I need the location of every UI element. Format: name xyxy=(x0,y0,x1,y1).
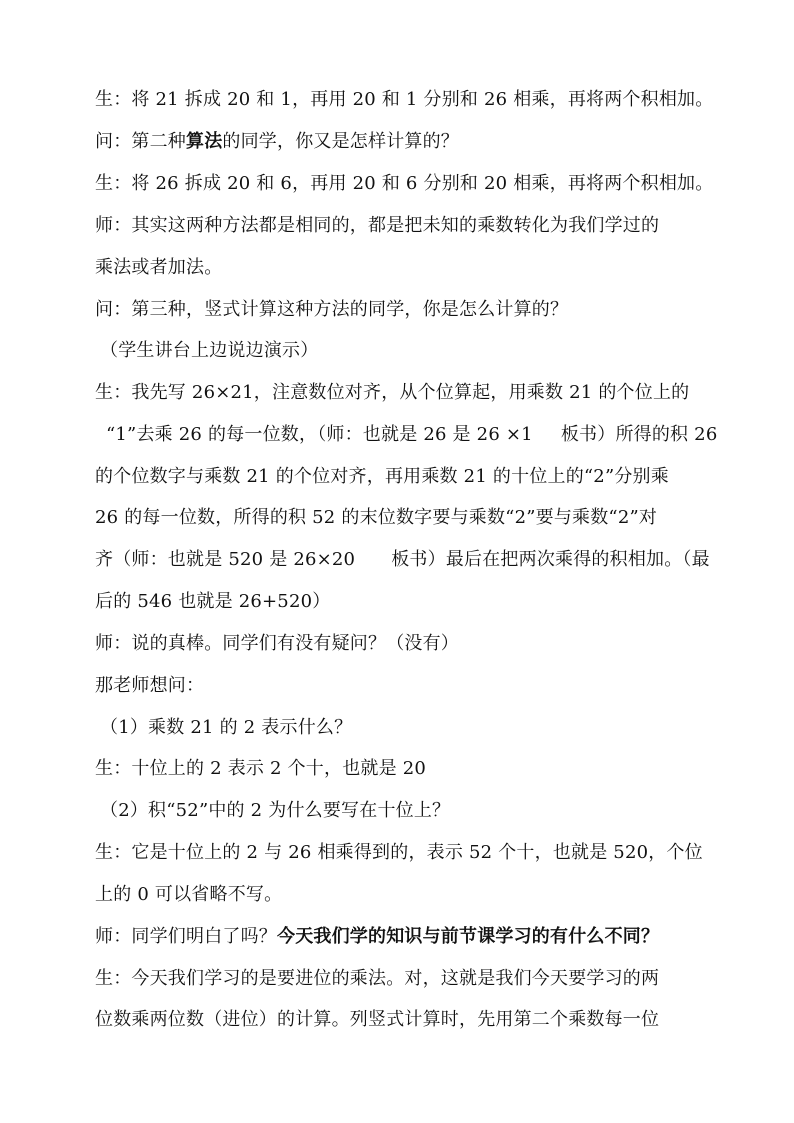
line-18: （2）积“52”中的 2 为什么要写在十位上？ xyxy=(100,800,451,821)
line-17: 生：十位上的 2 表示 2 个十，也就是 20 xyxy=(95,758,427,779)
line-22: 生：今天我们学习的是要进位的乘法。对，这就是我们今天要学习的两 xyxy=(95,968,660,989)
line-9: “1”去乘 26 的每一位数，（师：也就是 26 是 26 ×1 板书）所得的积 26 xyxy=(106,424,718,445)
line-4: 师：其实这两种方法都是相同的，都是把未知的乘数转化为我们学过的 xyxy=(95,215,660,236)
line-12: 齐（师：也就是 520 是 26×20 板书）最后在把两次乘得的积相加。（最 xyxy=(95,549,710,570)
line-1: 生：将 21 拆成 20 和 1，再用 20 和 1 分别和 26 相乘，再将两个积相加。 xyxy=(95,89,714,110)
line-15: 那老师想问： xyxy=(95,675,205,696)
line-19: 生：它是十位上的 2 与 26 相乘得到的，表示 52 个十，也就是 520，个位 xyxy=(95,842,703,863)
line-11: 26 的每一位数，所得的积 52 的末位数字要与乘数“2”要与乘数“2”对 xyxy=(95,507,658,528)
line-23: 位数乘两位数（进位）的计算。列竖式计算时，先用第二个乘数每一位 xyxy=(95,1009,660,1030)
line-16: （1）乘数 21 的 2 表示什么？ xyxy=(100,717,353,738)
line-10: 的个位数字与乘数 21 的个位对齐，再用乘数 21 的十位上的“2”分别乘 xyxy=(95,466,669,487)
line-13: 后的 546 也就是 26+520） xyxy=(95,591,331,612)
line-21: 师：同学们明白了吗？今天我们学的知识与前节课学习的有什么不同？ xyxy=(95,926,660,947)
line-20: 上的 0 可以省略不写。 xyxy=(95,884,283,905)
line-8: 生：我先写 26×21，注意数位对齐，从个位算起，用乘数 21 的个位上的 xyxy=(95,382,690,403)
line-14: 师：说的真棒。同学们有没有疑问？（没有） xyxy=(95,633,459,654)
line-3: 生：将 26 拆成 20 和 6，再用 20 和 6 分别和 20 相乘，再将两个积相加。 xyxy=(95,173,714,194)
line-2: 问：第二种算法的同学，你又是怎样计算的？ xyxy=(95,131,460,152)
line-7: （学生讲台上边说边演示） xyxy=(100,340,319,361)
line-5: 乘法或者加法。 xyxy=(95,257,223,278)
line-6: 问：第三种，竖式计算这种方法的同学，你是怎么计算的？ xyxy=(95,299,569,320)
